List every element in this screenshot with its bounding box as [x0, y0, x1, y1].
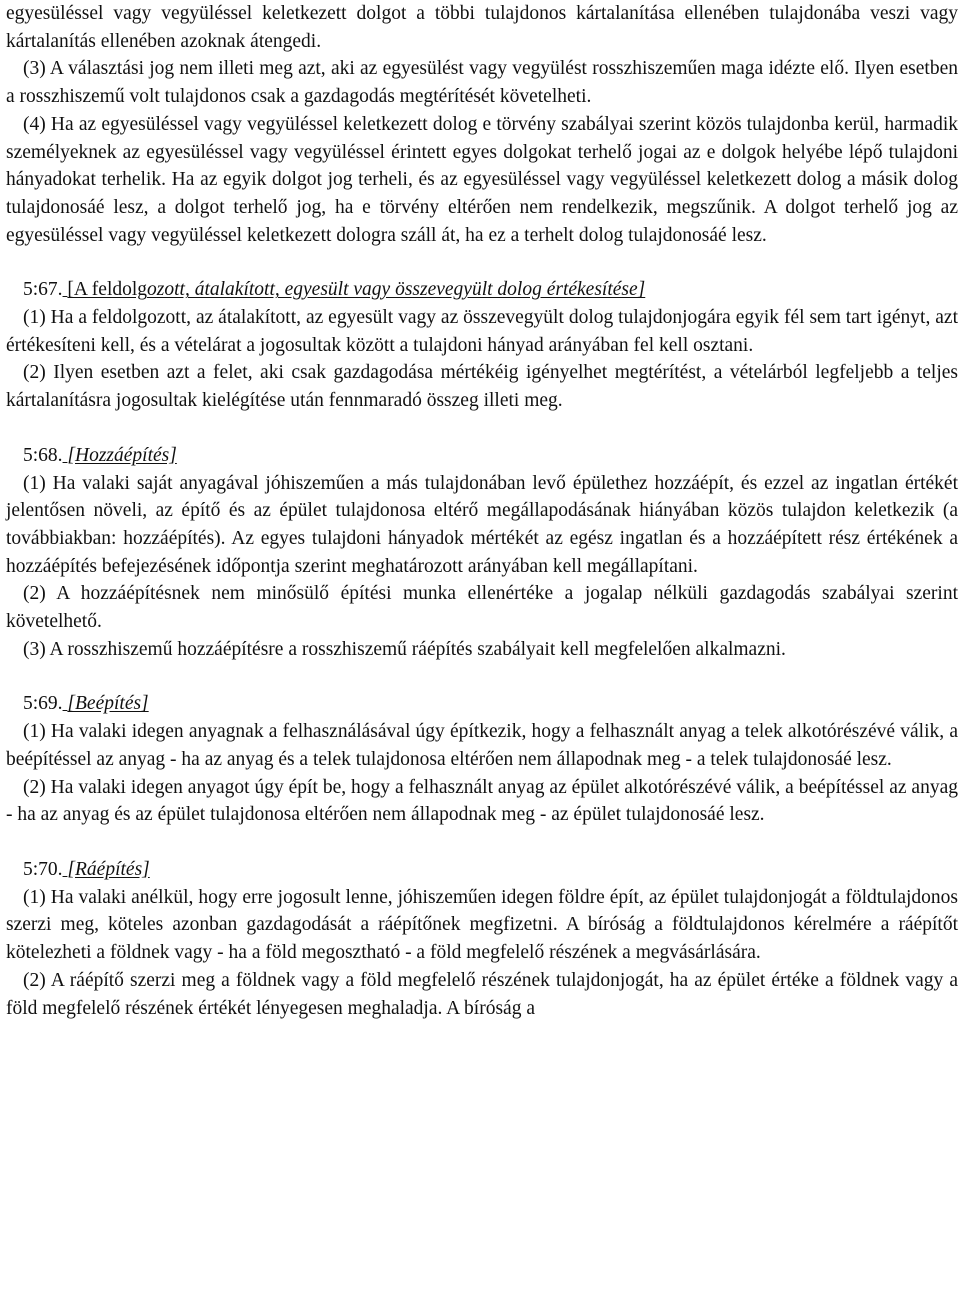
paragraph-1: (1) Ha valaki saját anyagával jóhiszeműen a más tulajdonában levő épülethez hozzáépít, és ezzel az ingatlan értékét jelentősen növeli, az építő és az épület tulajdonosa eltérő megállapodásának hiányában közös tulajdon keletkezik (a továbbiakban: hozzáépítés). Az egyes tulajdoni hányadok mértékét az egész ingatlan és a hozzáépített rész értékének a hozzáépítés befejezésének időpontja szerint meghatározott arányában kell megállapítani.: [6, 472, 958, 577]
section-heading: [6, 856, 958, 884]
section-title-start: [A feldolg: [67, 279, 148, 301]
section-number: 5:67.: [23, 279, 63, 301]
section-title: [Beépítés]: [67, 693, 149, 715]
section-heading: [6, 442, 958, 470]
section-5-70: [6, 856, 958, 1022]
paragraph-2: (2) A ráépítő szerzi meg a földnek vagy a föld megfelelő részének tulajdonjogát, ha az épület értéke a földnek vagy a föld megfelelő részének értékét lényegesen meghaladja. A bíróság a: [6, 969, 958, 1019]
paragraph-4: (4) Ha az egyesüléssel vagy vegyüléssel keletkezett dolog e törvény szabályai szerint közös tulajdonba kerül, harmadik személyeknek az egyesüléssel vagy vegyüléssel érintett egyes dolgokat terhelő jogai az e dolgok helyébe lépő tulajdoni hányadokat terhelik. Ha az egyik dolgot jog terheli, és az egyesüléssel vagy vegyüléssel keletkezett dolog a másik dolog tulajdonosáé lesz, a dolgot terhelő jog, ha e törvény eltérően nem rendelkezik, megszűnik. A dolgot terhelő jog az egyesüléssel vagy vegyüléssel keletkezett dologra száll át, ha ez a terhelt dolog tulajdonosáé lesz.: [6, 113, 958, 246]
paragraph-1: (1) Ha a feldolgozott, az átalakított, az egyesült vagy az összevegyült dolog tulajdonjogára egyik fél sem tart igényt, azt értékesíteni kell, és a vételárat a jogosultak között a tulajdoni hányad arányában fel kell osztani.: [6, 307, 958, 356]
section-5-68: [6, 442, 958, 664]
section-number: 5:69.: [23, 693, 63, 715]
section-5-69: [6, 690, 958, 829]
paragraph-2: (2) Ilyen esetben azt a felet, aki csak gazdagodása mértékéig igényelhet megtérítést, a vételárból legfeljebb a teljes kártalanításra jogosultak kielégítése után fennmaradó összeg illeti meg.: [6, 362, 958, 412]
section-5-67: [6, 276, 958, 415]
section-heading: [6, 690, 958, 718]
paragraph-3: (3) A rosszhiszemű hozzáépítésre a rosszhiszemű ráépítés szabályait kell megfelelően alkalmazni.: [23, 638, 786, 660]
section-title: ozott, átalakított, egyesült vagy összevegyült dolog értékesítése]: [147, 279, 646, 301]
paragraph-continuation: egyesüléssel vagy vegyüléssel keletkezett dolgot a többi tulajdonos kártalanítása ellenében tulajdonába veszi vagy kártalanítás ellenében azoknak átengedi.: [6, 3, 958, 52]
paragraph-2: (2) A hozzáépítésnek nem minősülő építési munka ellenértéke a jogalap nélküli gazdagodás szabályai szerint követelhető.: [6, 583, 958, 633]
document-page: [6, 0, 958, 1022]
paragraph-2: (2) Ha valaki idegen anyagot úgy épít be, hogy a felhasznált anyag az épület alkotórészévé válik, a beépítéssel az anyag - ha az anyag és az épület tulajdonosa eltérően nem állapodnak meg - az épület tulajdonosáé lesz.: [6, 776, 958, 826]
section-title: [Hozzáépítés]: [67, 444, 177, 466]
paragraph-3: (3) A választási jog nem illeti meg azt, aki az egyesülést vagy vegyülést rosszhiszeműen maga idézte elő. Ilyen esetben a rosszhiszemű volt tulajdonos csak a gazdagodás megtérítését követelheti.: [6, 58, 958, 108]
section-number: 5:70.: [23, 858, 63, 880]
section-title: [Ráépítés]: [67, 858, 150, 880]
section-number: 5:68.: [23, 444, 63, 466]
section-heading: [6, 276, 958, 304]
paragraph-1: (1) Ha valaki anélkül, hogy erre jogosult lenne, jóhiszeműen idegen földre épít, az épület tulajdonjogát a földtulajdonos szerzi meg, köteles azonban gazdagodását a ráépítőnek megfizetni. A bíróság a földtulajdonos kérelmére a ráépítőt kötelezheti a földnek vagy - ha a föld megosztható - a föld megfelelő részének a megvásárlására.: [6, 886, 958, 964]
paragraph-1: (1) Ha valaki idegen anyagnak a felhasználásával úgy építkezik, hogy a felhasznált anyag a telek alkotórészévé válik, a beépítéssel az anyag - ha az anyag és a telek tulajdonosa eltérően nem állapodnak meg - a telek tulajdonosáé lesz.: [6, 721, 958, 770]
